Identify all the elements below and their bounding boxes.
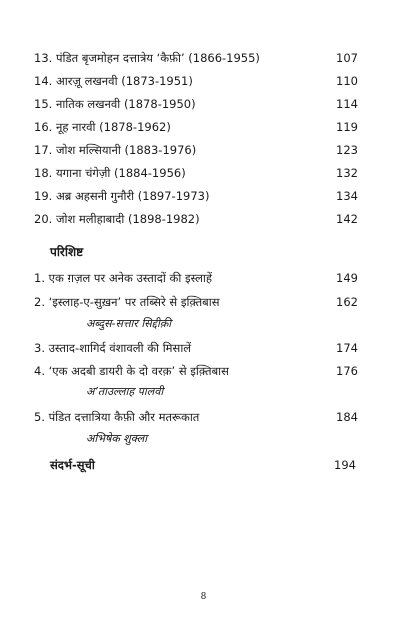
appendix-entry-title: 5. पंडित दत्तात्रिया कैफ़ी और मतरूकात <box>34 410 200 424</box>
toc-entry-title: 14. आरज़ू लखनवी (1873-1951) <box>34 74 193 88</box>
toc-entry-page: 114 <box>336 97 358 111</box>
appendix-entry-title: 1. एक ग़ज़ल पर अनेक उस्तादों की इस्लाहें <box>34 271 212 285</box>
appendix-entry-author: अ’ताउल्लाह पालवी <box>86 385 164 398</box>
toc-entry-title: 17. जोश मल्सियानी (1883-1976) <box>34 143 197 157</box>
appendix-heading: परिशिष्ट <box>50 245 84 259</box>
toc-entry-title: 15. नातिक लखनवी (1878-1950) <box>34 97 196 111</box>
appendix-entry-title: 4. ‘एक अदबी डायरी के दो वरक़’ से इक़्तिबास <box>34 364 229 378</box>
toc-entry-page: 142 <box>336 212 358 226</box>
toc-entry-title: 19. अब्र अहसनी गुनौरी (1897-1973) <box>34 189 210 203</box>
appendix-entry-page: 162 <box>336 295 358 309</box>
toc-entry-title: 13. पंडित बृजमोहन दत्तात्रेय ‘कैफ़ी’ (1866-1955) <box>34 51 260 65</box>
toc-entry-title: 16. नूह नारवी (1878-1962) <box>34 120 171 134</box>
toc-entry-page: 119 <box>336 120 358 134</box>
appendix-entry-title: 3. उस्ताद-शागिर्द वंशावली की मिसालें <box>34 341 192 355</box>
appendix-entry-author: अब्दुस-सत्तार सिद्दीक़ी <box>86 317 172 330</box>
toc-entry-page: 132 <box>336 166 358 180</box>
toc-entry-page: 134 <box>336 189 358 203</box>
bibliography-entry <box>50 457 356 473</box>
appendix-entry-page: 176 <box>336 364 358 378</box>
page-number: 8 <box>200 592 207 602</box>
toc-entry-title: 18. यगाना चंगेज़ी (1884-1956) <box>34 166 186 180</box>
bibliography-title: संदर्भ-सूची <box>50 458 95 472</box>
toc-entry-page: 107 <box>336 51 358 65</box>
appendix-entry-page: 149 <box>336 271 358 285</box>
appendix-entry-title: 2. ‘इस्लाह-ए-सुख़न’ पर तब्सिरे से इक़्तिबास <box>34 295 220 309</box>
toc-entry-title: 20. जोश मलीहाबादी (1898-1982) <box>34 212 200 226</box>
appendix-entry-page: 184 <box>336 410 358 424</box>
toc-entry-page: 123 <box>336 143 358 157</box>
appendix-entry-author: अभिषेक शुक्ला <box>86 432 148 445</box>
appendix-entry-page: 174 <box>336 341 358 355</box>
toc-entry-page: 110 <box>336 74 358 88</box>
bibliography-page: 194 <box>334 458 356 472</box>
